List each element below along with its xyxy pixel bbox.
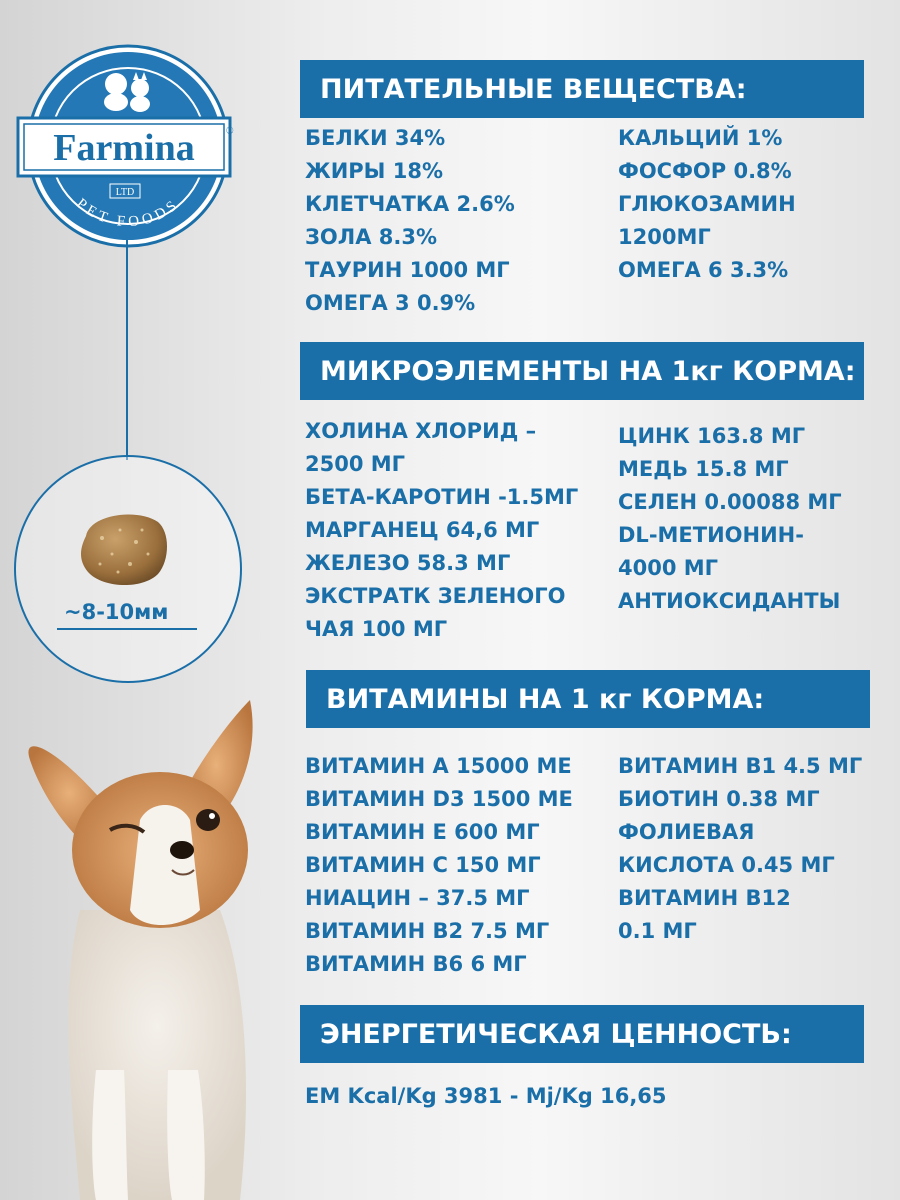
kibble-image [72,508,172,590]
nutrients-right-list [618,122,796,287]
list-item: ВИТАМИН B12 [618,886,791,910]
list-item: КАЛЬЦИЙ 1% [618,126,783,150]
connector-line [126,240,128,460]
list-item: ОМЕГА 3 0.9% [305,291,476,315]
list-item: БЕТА-КАРОТИН -1.5МГ [305,485,579,509]
list-item: ВИТАМИН C 150 МГ [305,853,541,877]
list-item: ЖЕЛЕЗО 58.3 МГ [305,551,511,575]
micro-header: МИКРОЭЛЕМЕНТЫ НА 1кг КОРМА: [300,342,864,400]
brand-sub: PET FOODS [73,195,183,231]
energy-header: ЭНЕРГЕТИЧЕСКАЯ ЦЕННОСТЬ: [300,1005,864,1063]
kibble-size: ~8-10мм [64,600,169,624]
size-underline [57,628,197,630]
micro-right-list [618,420,842,618]
farmina-logo [16,42,246,257]
list-item: ВИТАМИН B6 6 МГ [305,952,527,976]
list-item: ФОСФОР 0.8% [618,159,792,183]
list-item: БЕЛКИ 34% [305,126,446,150]
micro-left-list [305,415,578,646]
list-item: МАРГАНЕЦ 64,6 МГ [305,518,540,542]
list-item: ВИТАМИН D3 1500 МЕ [305,787,573,811]
list-item: АНТИОКСИДАНТЫ [618,589,841,613]
list-item: DL-МЕТИОНИН- [618,523,804,547]
nutrients-left-list [305,122,515,320]
list-item: ТАУРИН 1000 МГ [305,258,510,282]
vitamins-header: ВИТАМИНЫ НА 1 кг КОРМА: [306,670,870,728]
list-item: ВИТАМИН E 600 МГ [305,820,540,844]
list-item: ОМЕГА 6 3.3% [618,258,789,282]
list-item: 1200МГ [618,225,711,249]
list-item: ЖИРЫ 18% [305,159,444,183]
list-item: ЧАЯ 100 МГ [305,617,448,641]
chihuahua-image [0,690,300,1200]
vitamins-left-list [305,750,573,981]
list-item: СЕЛЕН 0.00088 МГ [618,490,842,514]
list-item: КЛЕТЧАТКА 2.6% [305,192,515,216]
list-item: МЕДЬ 15.8 МГ [618,457,789,481]
list-item: 2500 МГ [305,452,406,476]
list-item: ЦИНК 163.8 МГ [618,424,806,448]
list-item: БИОТИН 0.38 МГ [618,787,820,811]
energy-value: EM Kcal/Kg 3981 - Mj/Kg 16,65 [305,1084,667,1108]
list-item: КИСЛОТА 0.45 МГ [618,853,835,877]
list-item: ЭКСТРАТК ЗЕЛЕНОГО [305,584,566,608]
list-item: ВИТАМИН B2 7.5 МГ [305,919,550,943]
list-item: ВИТАМИН A 15000 МЕ [305,754,572,778]
list-item: ФОЛИЕВАЯ [618,820,755,844]
brand-name: Farmina [53,127,195,169]
list-item: 0.1 МГ [618,919,697,943]
list-item: ЗОЛА 8.3% [305,225,438,249]
list-item: НИАЦИН – 37.5 МГ [305,886,530,910]
vitamins-right-list [618,750,862,948]
nutrients-header: ПИТАТЕЛЬНЫЕ ВЕЩЕСТВА: [300,60,864,118]
list-item: ХОЛИНА ХЛОРИД – [305,419,537,443]
svg-text:®: ® [226,126,234,137]
svg-text:LTD: LTD [115,187,135,198]
list-item: ГЛЮКОЗАМИН [618,192,796,216]
list-item: ВИТАМИН B1 4.5 МГ [618,754,863,778]
list-item: 4000 МГ [618,556,719,580]
